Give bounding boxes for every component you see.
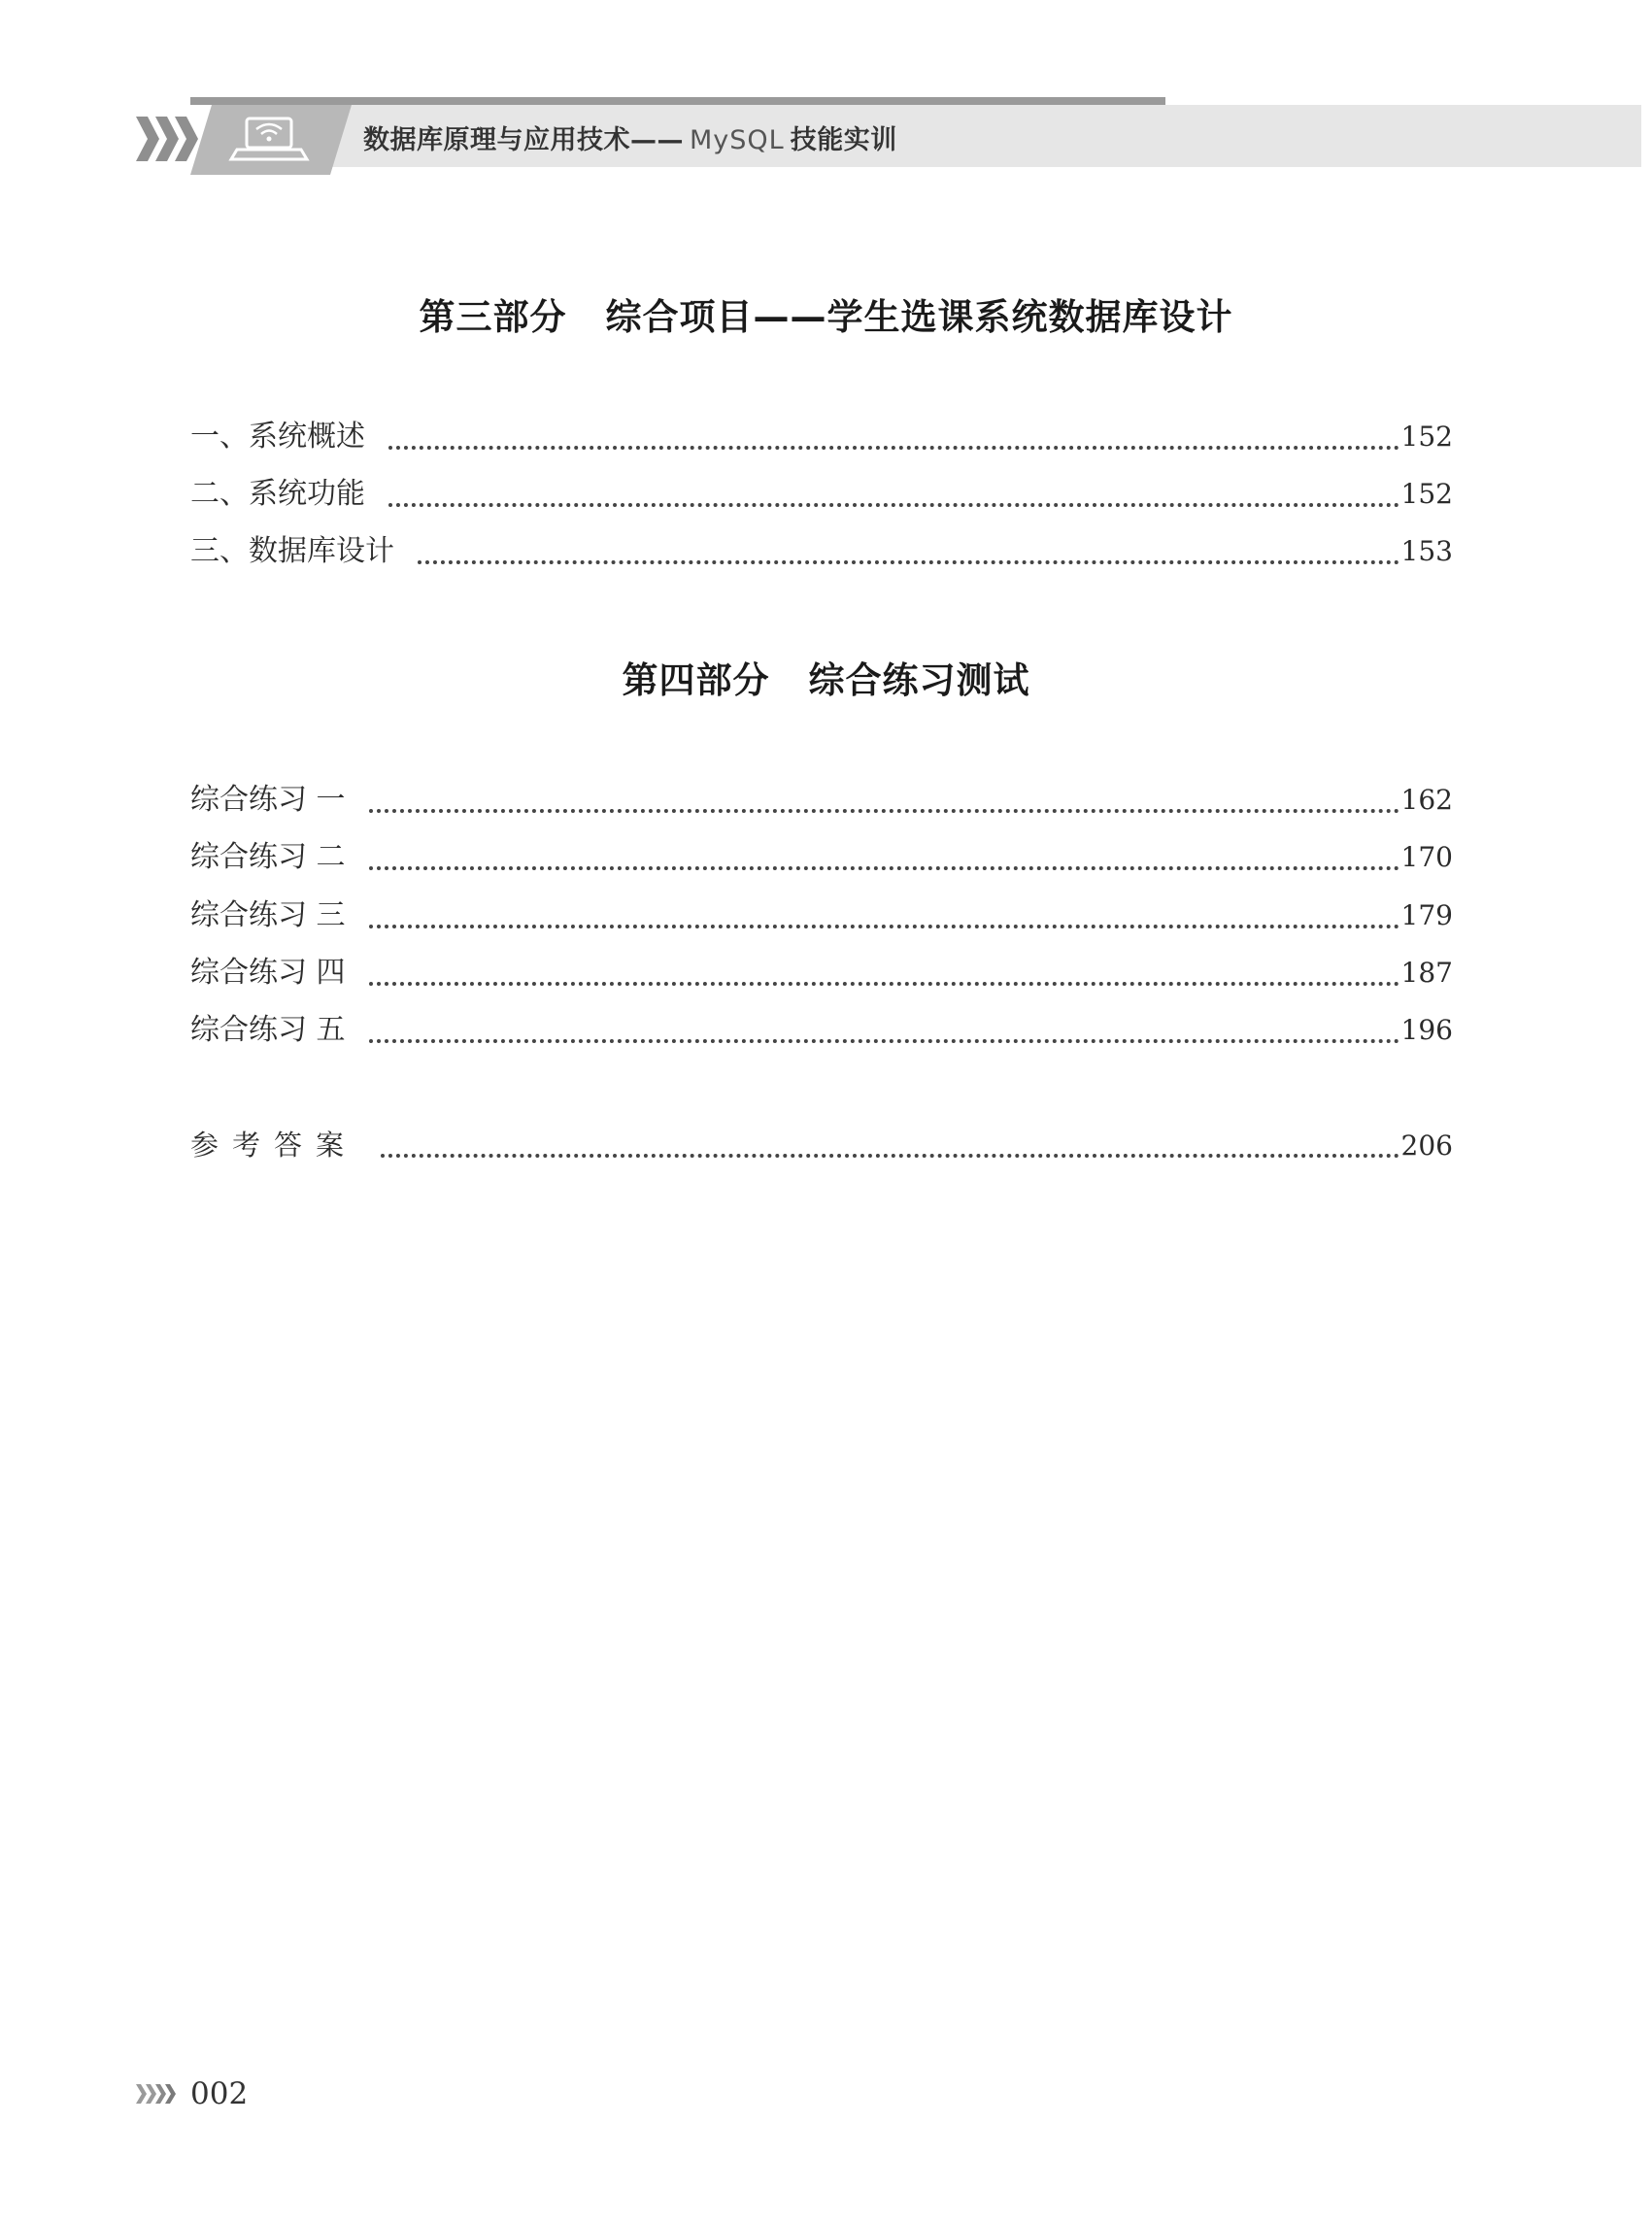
toc-entry[interactable] (190, 952, 1453, 995)
part3-heading (0, 287, 1652, 340)
part4-heading-name: 综合练习测试 (808, 659, 1030, 701)
dot-leader (369, 1039, 1399, 1043)
toc-entry-page: 152 (1400, 478, 1453, 510)
toc-entry-page: 206 (1400, 1129, 1453, 1162)
toc-entry[interactable] (190, 473, 1453, 516)
toc-entry-label: 综合练习 一 (190, 783, 346, 817)
laptop-wifi-icon (190, 105, 352, 175)
part3-heading-part: 第三部分 (419, 296, 567, 338)
small-chevrons-icon (136, 2082, 186, 2106)
dot-leader (388, 446, 1399, 450)
toc-entry[interactable] (190, 779, 1453, 822)
page-number: 002 (190, 2076, 249, 2111)
toc-entry[interactable] (190, 894, 1453, 937)
header-title-prefix: 数据库原理与应用技术—— (363, 125, 684, 155)
dot-leader (381, 1154, 1399, 1158)
part4-heading-part: 第四部分 (622, 659, 770, 701)
part3-heading-name: 综合项目——学生选课系统数据库设计 (605, 296, 1233, 338)
toc-entry[interactable] (190, 1009, 1453, 1052)
dot-leader (418, 560, 1399, 564)
toc-entry-label: 综合练习 三 (190, 898, 346, 932)
toc-entry-page: 187 (1400, 957, 1453, 989)
toc-entry-page: 179 (1400, 899, 1453, 931)
toc-entry-page: 170 (1400, 841, 1453, 873)
toc-entry[interactable] (190, 836, 1453, 879)
header-title-suffix: 技能实训 (790, 125, 897, 155)
dot-leader (369, 982, 1399, 986)
toc-entry-label: 参考答案 (190, 1129, 358, 1162)
header-ribbon (190, 97, 1165, 105)
toc-entry-label: 一、系统概述 (190, 420, 365, 454)
running-header (136, 97, 1651, 175)
toc-entry[interactable] (190, 416, 1453, 458)
part4-heading (0, 651, 1652, 703)
toc-entry-page: 153 (1400, 535, 1453, 567)
dot-leader (369, 866, 1399, 870)
toc-entry-label: 二、系统功能 (190, 477, 365, 511)
page-folio (136, 2074, 248, 2113)
toc-entry-page: 162 (1400, 784, 1453, 816)
header-title-mysql: MySQL (690, 125, 785, 155)
toc-entry[interactable] (190, 530, 1453, 573)
toc-entry-answers[interactable] (190, 1124, 1453, 1166)
toc-entry-label: 综合练习 四 (190, 956, 346, 990)
header-title (363, 118, 897, 156)
toc-entry-page: 152 (1400, 421, 1453, 453)
dot-leader (388, 503, 1399, 507)
toc-entry-label: 三、数据库设计 (190, 534, 394, 568)
toc-entry-label: 综合练习 二 (190, 840, 346, 874)
toc-entry-label: 综合练习 五 (190, 1013, 346, 1047)
dot-leader (369, 925, 1399, 928)
toc-entry-page: 196 (1400, 1014, 1453, 1046)
dot-leader (369, 809, 1399, 813)
